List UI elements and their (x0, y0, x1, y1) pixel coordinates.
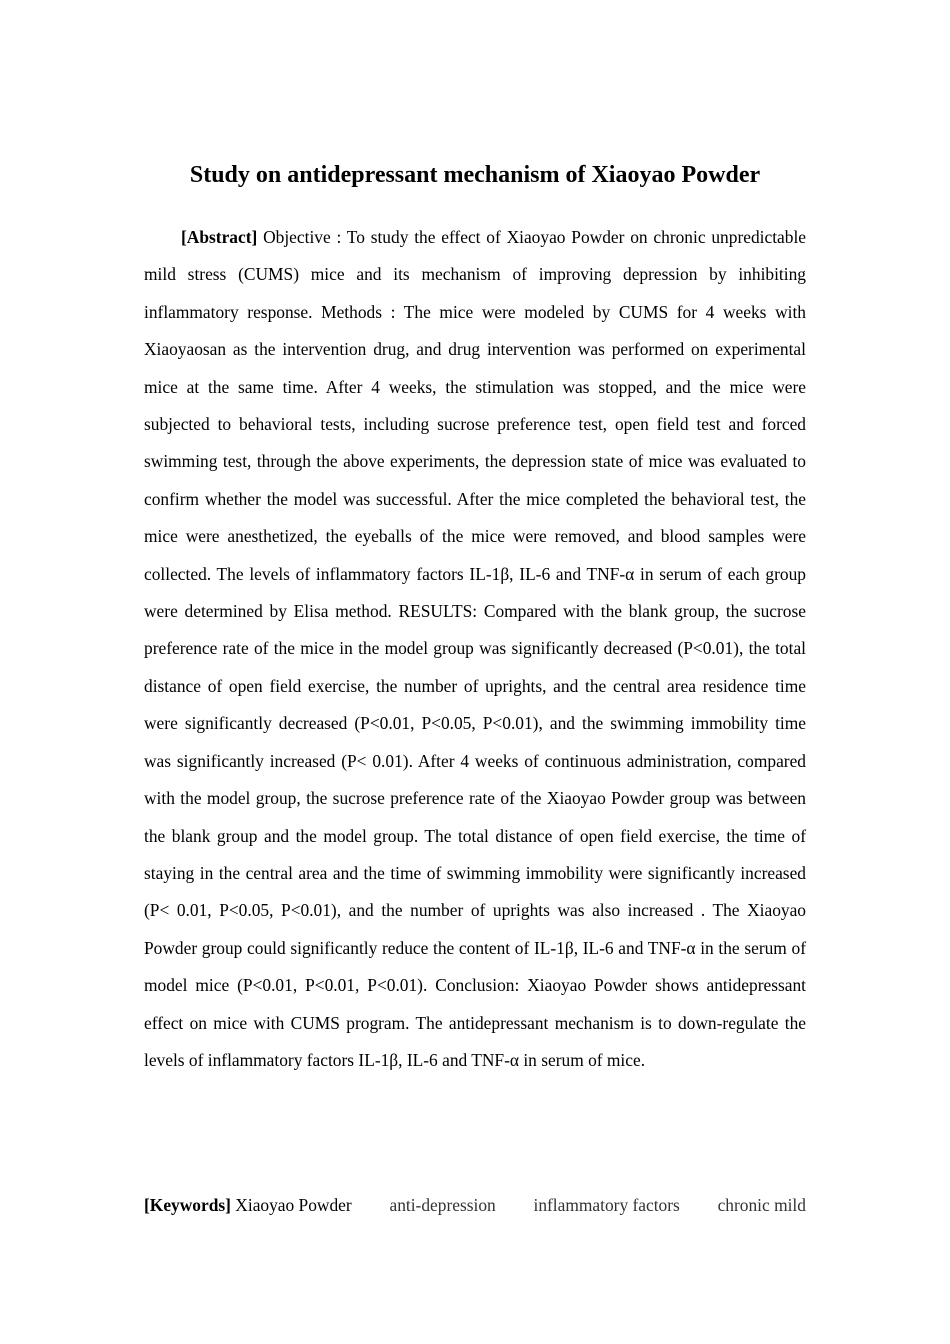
keywords-line (144, 1187, 806, 1224)
keyword-item: chronic mild (717, 1195, 806, 1215)
abstract-label: [Abstract] (181, 227, 258, 247)
abstract-text: Objective : To study the effect of Xiaoyao Powder on chronic unpredictable mild stress (CUMS) mice and its mechanism of improving depression by inhibiting inflammatory response. Methods : The mice were modeled by CUMS for 4 weeks with Xiaoyaosan as the intervention drug, and drug intervention was performed on experimental mice at the same time. After 4 weeks, the stimulation was stopped, and the mice were subjected to behavioral tests, including sucrose preference test, open field test and forced swimming test, through the above experiments, the depression state of mice was evaluated to confirm whether the model was successful. After the mice completed the behavioral test, the mice were anesthetized, the eyeballs of the mice were removed, and blood samples were collected. The levels of inflammatory factors IL-1β, IL-6 and TNF-α in serum of each group were determined by Elisa method. RESULTS: Compared with the blank group, the sucrose preference rate of the mice in the model group was significantly decreased (P<0.01), the total distance of open field exercise, the number of uprights, and the central area residence time were significantly decreased (P<0.01, P<0.05, P<0.01), and the swimming immobility time was significantly increased (P< 0.01). After 4 weeks of continuous administration, compared with the model group, the sucrose preference rate of the Xiaoyao Powder group was between the blank group and the model group. The total distance of open field exercise, the time of staying in the central area and the time of swimming immobility were significantly increased (P< 0.01, P<0.05, P<0.01), and the number of uprights was also increased . The Xiaoyao Powder group could significantly reduce the content of IL-1β, IL-6 and TNF-α in the serum of model mice (P<0.01, P<0.01, P<0.01). Conclusion: Xiaoyao Powder shows antidepressant effect on mice with CUMS program. The antidepressant mechanism is to down-regulate the levels of inflammatory factors IL-1β, IL-6 and TNF-α in serum of mice. (144, 227, 806, 1070)
keyword-item: anti-depression (389, 1195, 496, 1215)
keyword-item: inflammatory factors (533, 1195, 680, 1215)
keywords-group-first (144, 1187, 352, 1224)
paper-title: Study on antidepressant mechanism of Xiaoyao Powder (189, 162, 761, 188)
abstract-paragraph (144, 219, 806, 1079)
keyword-item: Xiaoyao Powder (235, 1195, 352, 1215)
keywords-label: [Keywords] (144, 1195, 231, 1215)
